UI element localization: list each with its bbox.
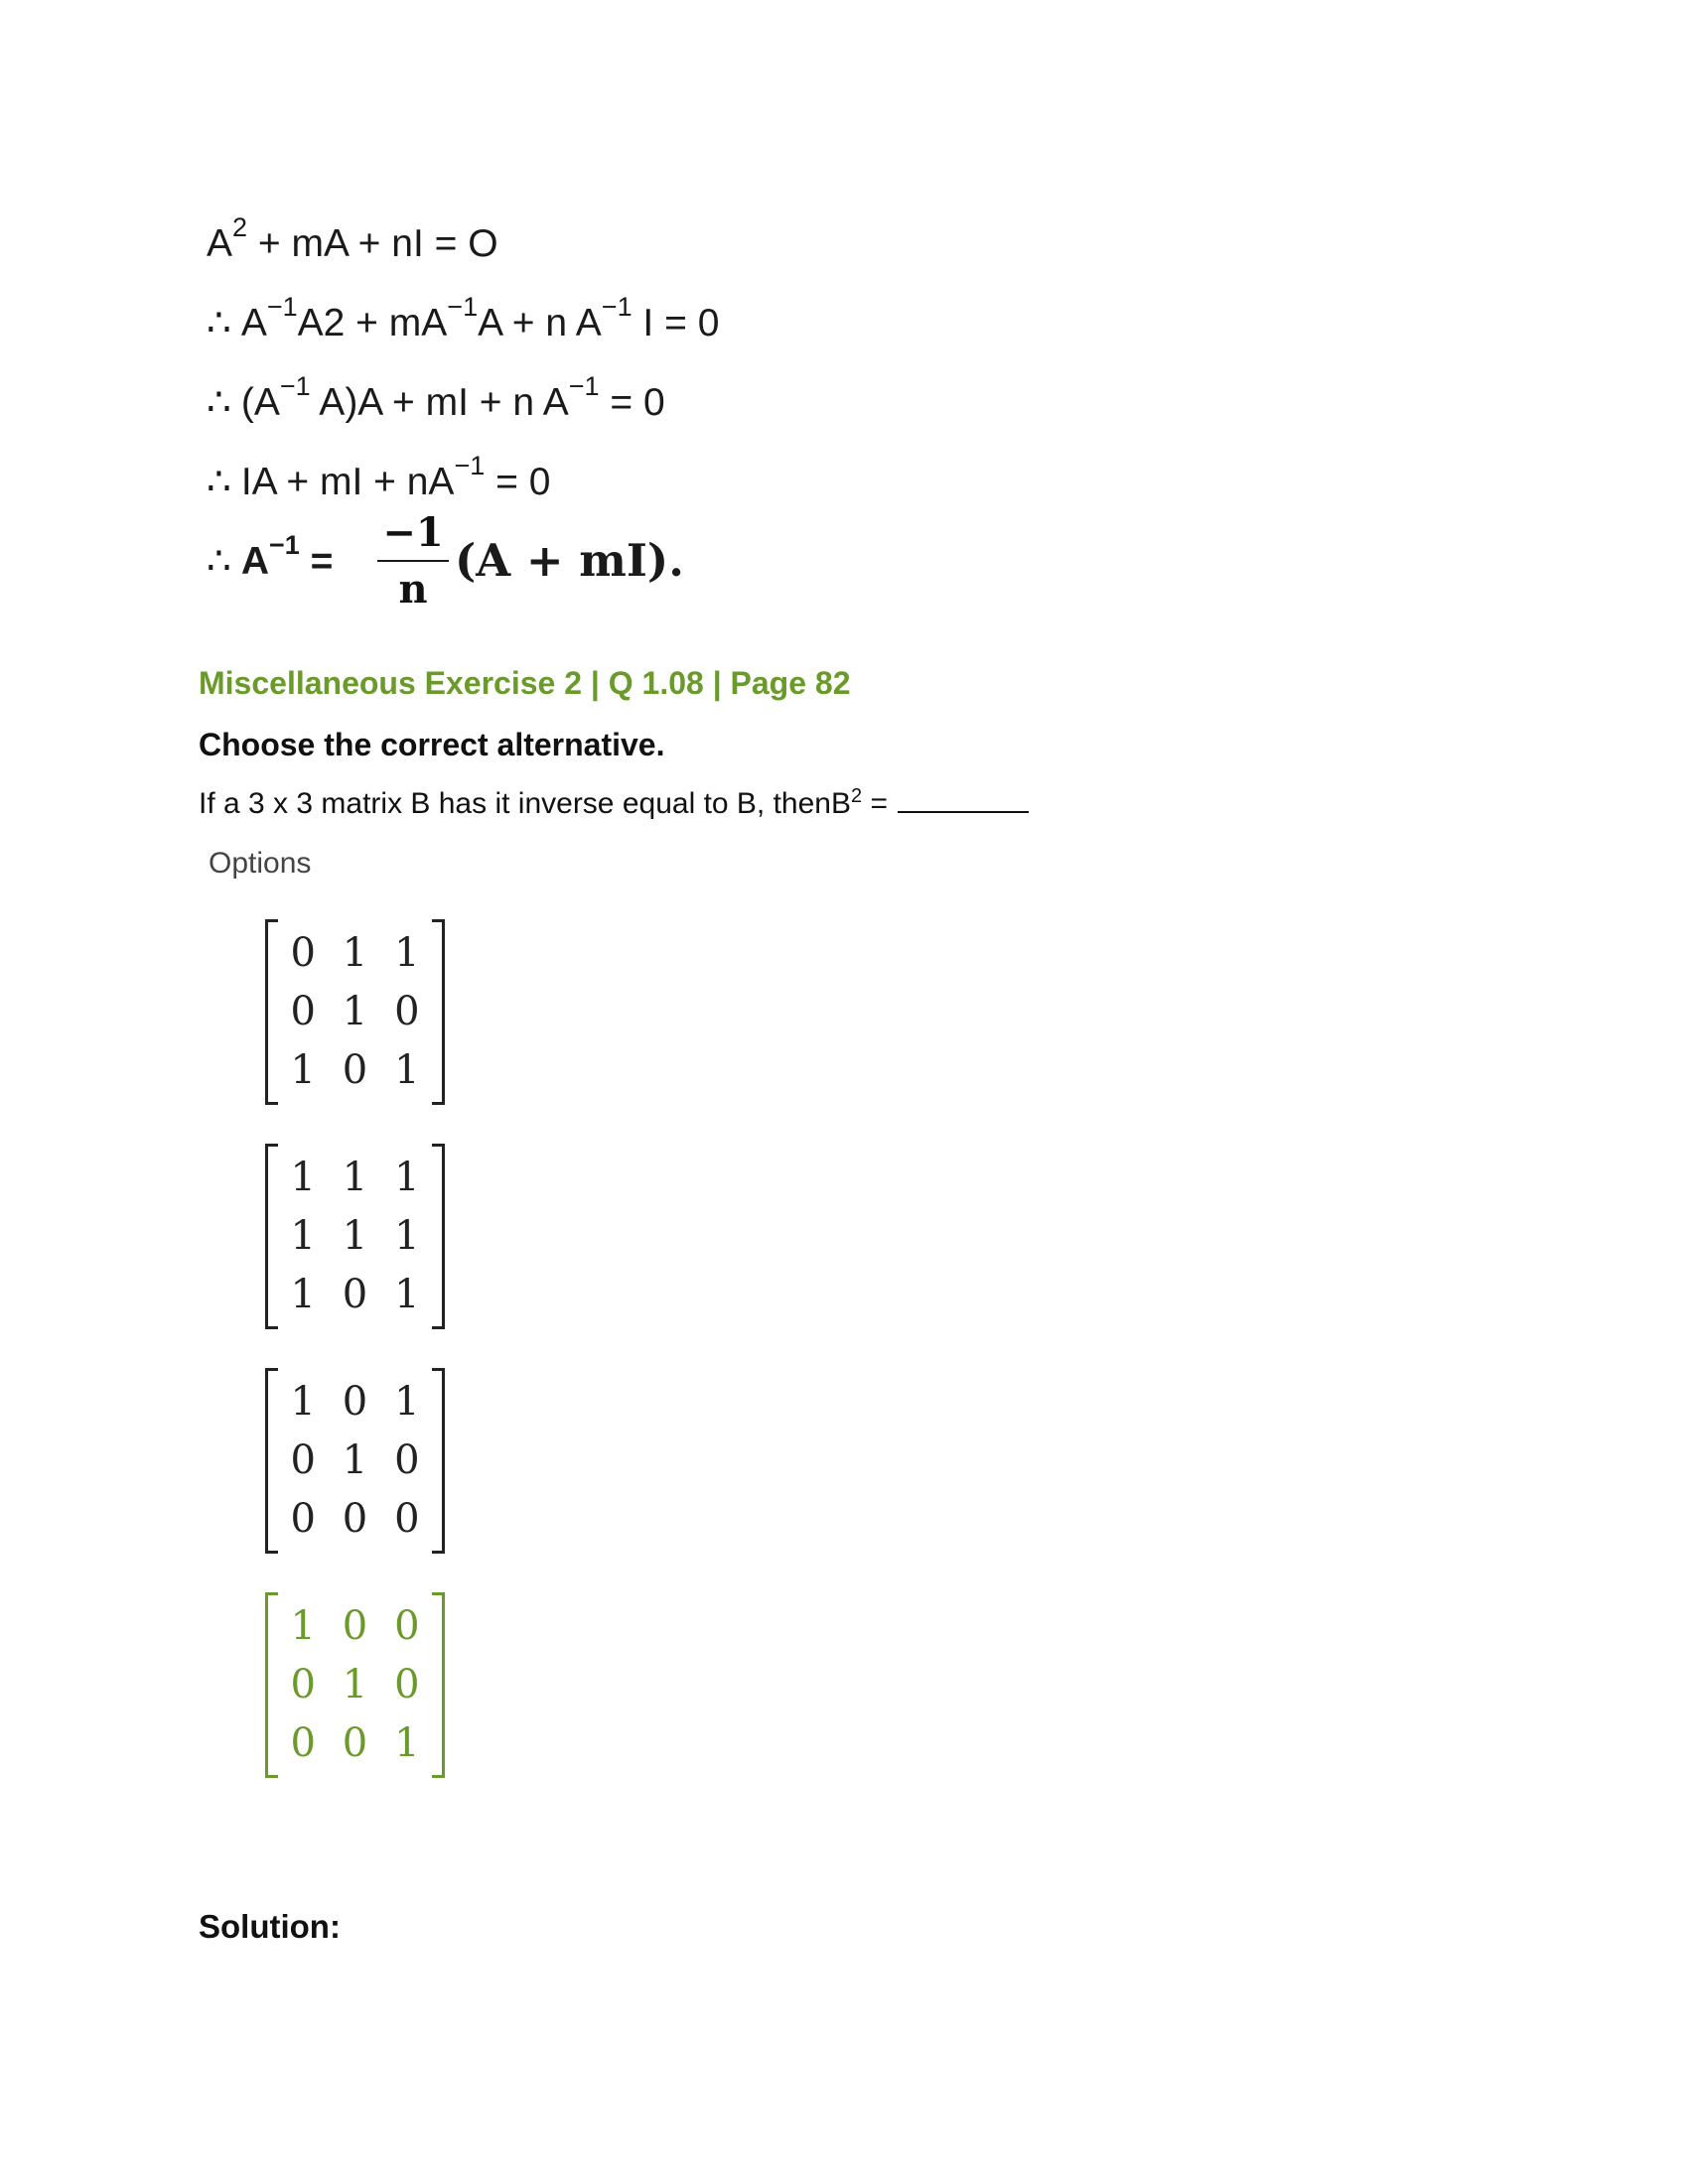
- option-matrix-1[interactable]: [263, 919, 447, 1101]
- matrix-cell: 1: [290, 1378, 316, 1425]
- equation-line-4: [207, 451, 551, 506]
- matrix-cell: 1: [342, 1436, 368, 1483]
- matrix-cell: 0: [394, 1495, 420, 1542]
- options-label: Options: [209, 847, 312, 880]
- eq-term: = 0: [599, 381, 665, 424]
- equation-line-1: [207, 212, 498, 268]
- question-instruction: Choose the correct alternative.: [199, 727, 665, 762]
- matrix-cell: 0: [342, 1495, 368, 1542]
- question-text-end: =: [862, 787, 888, 820]
- option-matrix-2[interactable]: [263, 1144, 447, 1325]
- eq-term: A: [240, 302, 267, 344]
- matrix-cell: 1: [342, 1661, 368, 1707]
- fraction: [377, 508, 449, 612]
- question-text: [199, 787, 1029, 821]
- matrix-grid: [277, 1596, 433, 1772]
- matrix-cell: 0: [342, 1719, 368, 1766]
- matrix-cell: 1: [342, 1154, 368, 1200]
- eq-term: (A: [240, 381, 280, 424]
- fraction-numerator: −1: [382, 509, 444, 556]
- matrix-cell: 1: [290, 1154, 316, 1200]
- right-bracket: [432, 1592, 445, 1778]
- matrix-cell: 0: [290, 988, 316, 1034]
- eq-term: I = 0: [632, 302, 720, 344]
- right-bracket: [432, 1368, 445, 1554]
- matrix-cell: 0: [342, 1046, 368, 1093]
- matrix-cell: 1: [290, 1046, 316, 1093]
- eq-term: A + n A: [478, 302, 602, 344]
- matrix-cell: 0: [342, 1602, 368, 1649]
- matrix-cell: 1: [290, 1271, 316, 1317]
- eq-term: =: [299, 540, 334, 583]
- eq-sup: −1: [266, 292, 298, 322]
- eq-term: A2 + mA: [297, 302, 448, 344]
- eq-sup: −1: [447, 292, 479, 322]
- matrix-cell: 1: [394, 1154, 420, 1200]
- therefore-symbol: ∴: [207, 540, 231, 583]
- eq-term: A: [240, 540, 269, 583]
- eq-sup: −1: [454, 451, 486, 480]
- matrix-cell: 1: [394, 1271, 420, 1317]
- question-text-sup: 2: [851, 785, 863, 807]
- matrix-cell: 0: [290, 1719, 316, 1766]
- matrix-cell: 1: [290, 1602, 316, 1649]
- matrix-cell: 1: [342, 929, 368, 976]
- eq-term: A: [207, 222, 233, 265]
- equation-line-2: [207, 292, 720, 347]
- matrix-cell: 1: [290, 1212, 316, 1259]
- answer-blank: [898, 787, 1029, 813]
- parenthesized-term: (A + mI).: [455, 534, 684, 587]
- option-matrix-3[interactable]: [263, 1368, 447, 1550]
- right-bracket: [432, 1144, 445, 1329]
- matrix-cell: 0: [290, 1661, 316, 1707]
- matrix-cell: 0: [394, 988, 420, 1034]
- matrix-cell: 1: [394, 929, 420, 976]
- matrix-cell: 0: [290, 1495, 316, 1542]
- option-matrix-4-correct[interactable]: [263, 1592, 447, 1774]
- fraction-bar: [377, 560, 449, 562]
- matrix-cell: 0: [342, 1378, 368, 1425]
- right-bracket: [432, 919, 445, 1105]
- question-text-main: If a 3 x 3 matrix B has it inverse equal to B, thenB: [199, 787, 851, 820]
- equation-line-3: [207, 371, 665, 427]
- eq-term: A)A + mI + n A: [310, 381, 569, 424]
- eq-sup: −1: [269, 530, 300, 560]
- eq-term: IA + mI + nA: [240, 461, 455, 503]
- matrix-cell: 0: [290, 929, 316, 976]
- solution-label: Solution:: [199, 1908, 341, 1945]
- matrix-grid: [277, 1148, 433, 1323]
- matrix-cell: 0: [394, 1436, 420, 1483]
- matrix-cell: 1: [394, 1719, 420, 1766]
- matrix-cell: 1: [342, 1212, 368, 1259]
- matrix-cell: 1: [394, 1046, 420, 1093]
- therefore-symbol: ∴: [207, 461, 231, 503]
- eq-sup: −1: [279, 371, 311, 401]
- matrix-cell: 0: [394, 1661, 420, 1707]
- eq-sup: −1: [601, 292, 633, 322]
- eq-term: + mA + nI = O: [247, 222, 498, 265]
- matrix-cell: 0: [342, 1271, 368, 1317]
- eq-term: = 0: [485, 461, 551, 503]
- matrix-cell: 0: [394, 1602, 420, 1649]
- matrix-cell: 0: [290, 1436, 316, 1483]
- matrix-cell: 1: [394, 1212, 420, 1259]
- therefore-symbol: ∴: [207, 302, 231, 344]
- matrix-cell: 1: [342, 988, 368, 1034]
- question-reference: Miscellaneous Exercise 2 | Q 1.08 | Page 82: [199, 665, 851, 701]
- eq-sup: −1: [568, 371, 600, 401]
- matrix-cell: 1: [394, 1378, 420, 1425]
- matrix-grid: [277, 923, 433, 1099]
- matrix-grid: [277, 1372, 433, 1548]
- fraction-denominator: n: [398, 566, 428, 613]
- eq-sup: 2: [232, 212, 248, 242]
- equation-line-5: [207, 530, 334, 586]
- therefore-symbol: ∴: [207, 381, 231, 424]
